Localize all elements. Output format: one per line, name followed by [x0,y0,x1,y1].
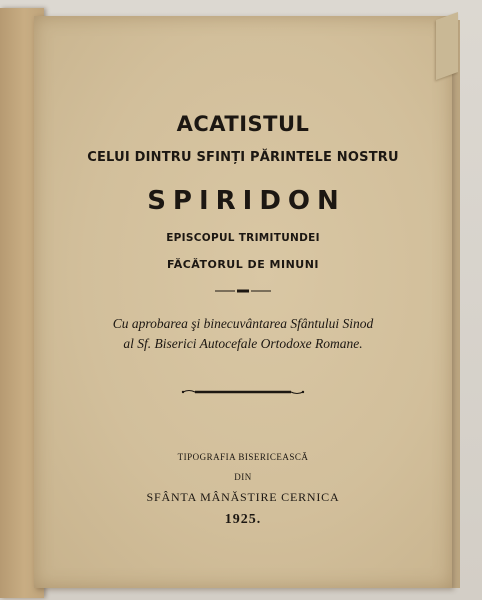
din-line: DIN [234,472,252,482]
book-title: ACATISTUL [176,112,310,136]
divider-dash-icon [213,287,273,295]
saint-name: SPIRIDON [147,186,346,216]
book-subtitle: CELUI DINTRU SFINȚI PĂRINTELE NOSTRU [87,150,399,165]
divider-rule-icon [181,388,305,396]
long-divider-ornament [34,388,452,396]
place-line: SFÂNTA MÂNĂSTIRE CERNICA [146,490,340,504]
wonderworker-line: FĂCĂTORUL DE MINUNI [166,258,320,271]
torn-corner [436,12,458,80]
approval-line-2: al Sf. Biserici Autocefale Ortodoxe Romane. [123,336,363,351]
bishop-line: EPISCOPUL TRIMITUNDEI [166,232,320,244]
title-page [34,16,452,588]
printer-line: TIPOGRAFIA BISERICEASCĂ [177,452,309,462]
short-divider-ornament [34,287,452,295]
approval-line-1: Cu aprobarea şi binecuvântarea Sfântului Sinod [112,316,374,331]
publication-year: 1925. [224,512,262,527]
